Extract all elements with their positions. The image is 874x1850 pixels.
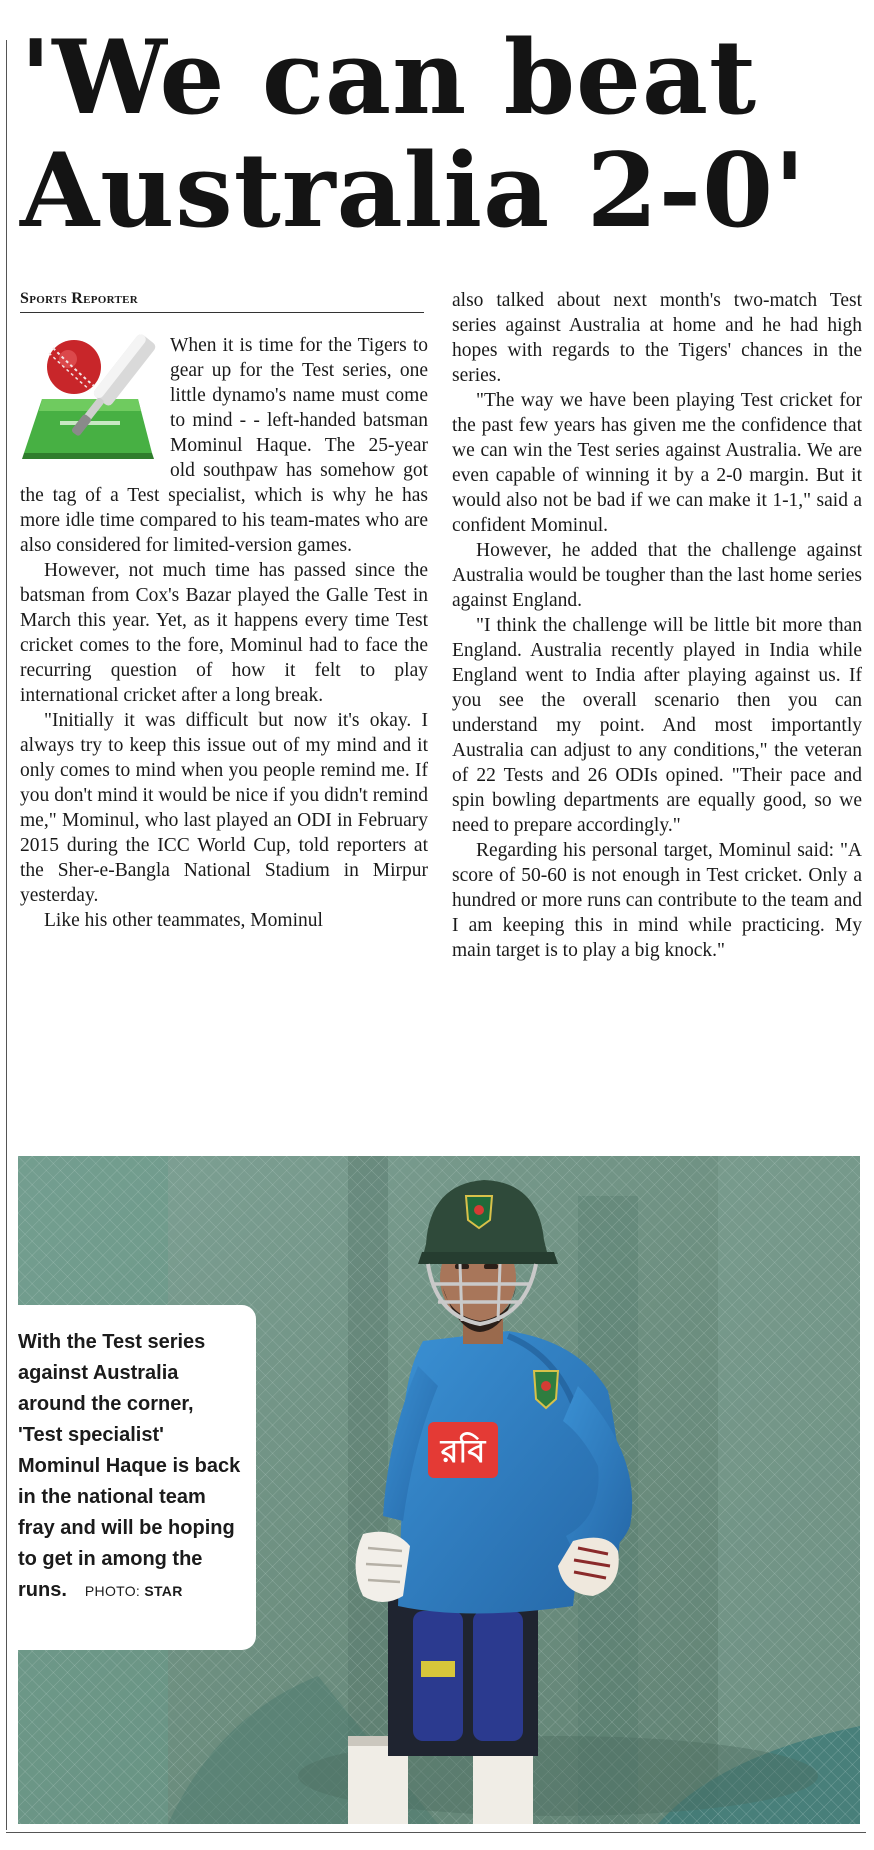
photo-credit-source: STAR — [144, 1583, 183, 1599]
byline: Sports Reporter — [20, 290, 424, 313]
article-paragraph: "The way we have been playing Test cricket for the past few years has given me the confidence that we can win the Test series against Australia. We are even capable of winning it by a 2-0 margin. But it would also not be bad if we can make it 1-1," said a confident Mominul. — [452, 390, 862, 536]
article-paragraph: However, he added that the challenge against Australia would be tougher than the last home series against England. — [452, 540, 862, 611]
photo-caption — [18, 1327, 242, 1607]
article-column-1 — [20, 333, 428, 933]
article-paragraph: also talked about next month's two-match Test series against Australia at home and he had high hopes with regards to the Tigers' chances in the series. — [452, 290, 862, 386]
article-paragraph: However, not much time has passed since the batsman from Cox's Bazar played the Galle Test in March this year. Yet, as it happens every time Test cricket comes to the fore, Mominul had to face the recurring question of how it felt to play international cricket after a long break. — [20, 560, 428, 706]
article-paragraph: Like his other teammates, Mominul — [44, 910, 323, 931]
article-paragraph: Regarding his personal target, Mominul said: "A score of 50-60 is not enough in Test cricket. Only a hundred or more runs can contribute to the team and I am keeping this in mind while practicing. My main target is to play a big knock." — [452, 840, 862, 961]
cricket-logo-icon — [20, 329, 160, 459]
left-column-rule — [6, 40, 7, 1830]
article-paragraph: "I think the challenge will be little bit more than England. Australia recently played in India while England went to India after playing against us. If you see the overall scenario then you can understand my point. And most importantly Australia can adjust to any conditions," the veteran of 22 Tests and 26 ODIs opined. "Their pace and spin bowling departments are equally good, so we need to prepare accordingly." — [452, 615, 862, 836]
article-paragraph: "Initially it was difficult but now it's okay. I always try to keep this issue out of my mind and it only comes to mind when you people remind me. If you don't mind it would be nice if you didn't remind me," Mominul, who last played an ODI in February 2015 during the ICC World Cup, told reporters at the Sher-e-Bangla National Stadium in Mirpur yesterday. — [20, 710, 428, 906]
bottom-rule — [6, 1832, 866, 1833]
photo-credit-prefix: PHOTO: — [84, 1583, 141, 1599]
article-column-2 — [452, 288, 862, 963]
photo-credit — [85, 1583, 183, 1599]
headline: 'We can beat Australia 2-0' — [20, 18, 807, 251]
shirt-sponsor-text: রবি — [440, 1432, 486, 1470]
photo-caption-text: With the Test series against Australia around the corner, 'Test specialist' Mominul Haque is back in the national team fray and will be hoping to get in among the runs. — [18, 1331, 241, 1601]
article-paragraph: When it is time for the Tigers to gear up for the Test series, one little dynamo's name must come to mind - - left-handed batsman Mominul Haque. The 25-year old southpaw has somehow got the tag of a Test specialist, which is why he has more idle time compared to his team-mates who are also considered for limited-version games. — [20, 335, 428, 556]
photo-caption-box — [18, 1305, 256, 1650]
